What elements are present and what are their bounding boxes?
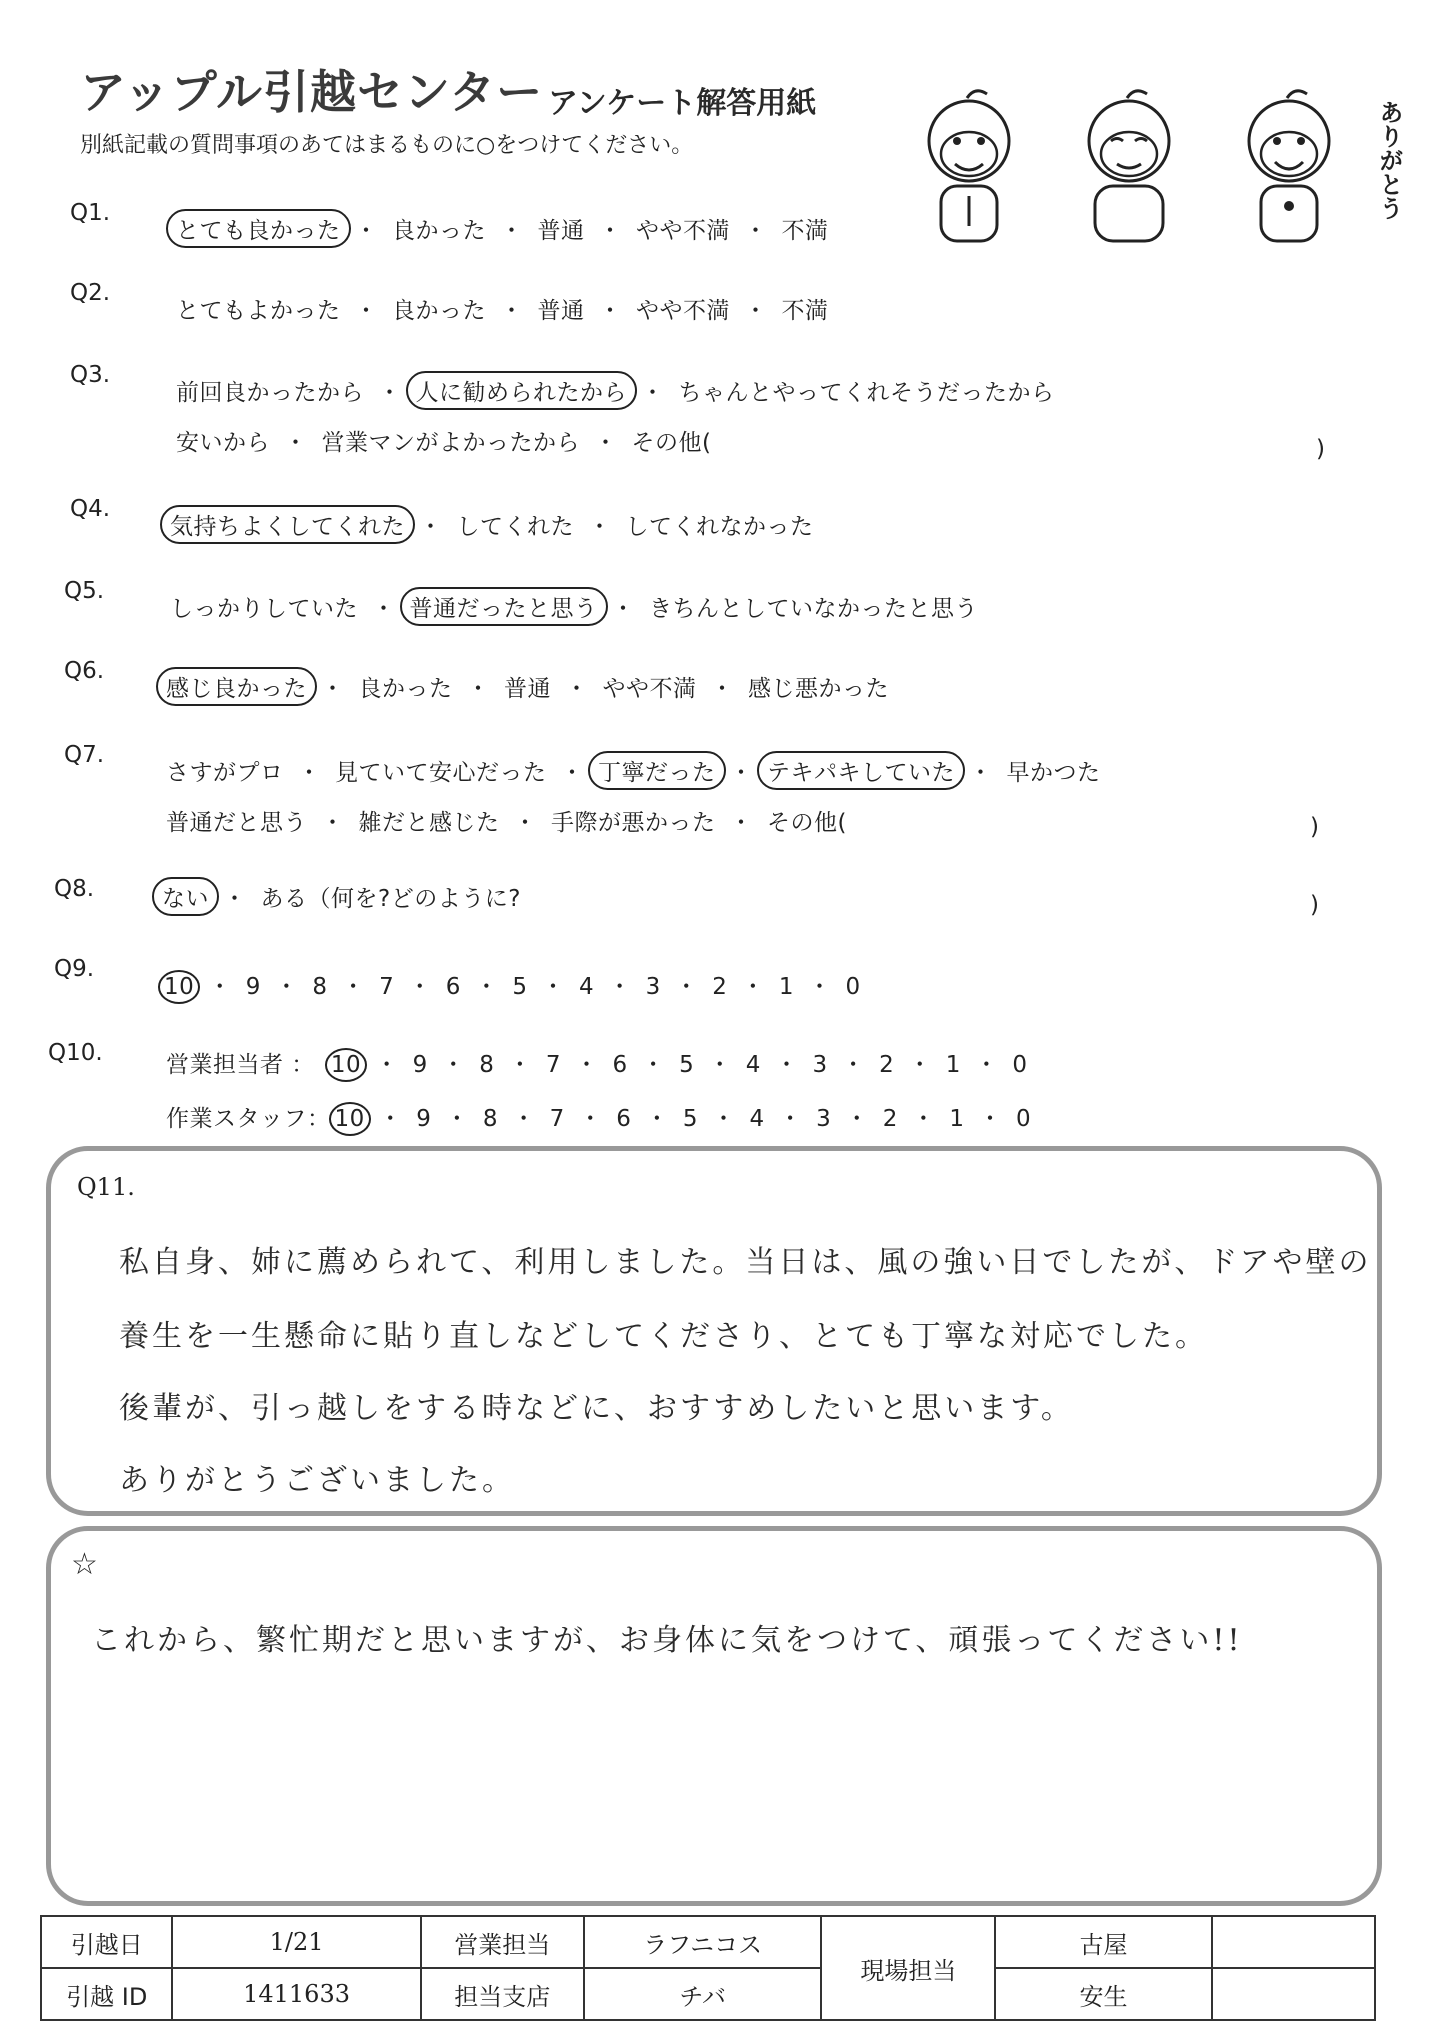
q7-option-selected[interactable]: 丁寧だった: [588, 751, 726, 790]
q1-label: Q1.: [70, 200, 111, 226]
q3-options-line2: 安いから ・ 営業マンがよかったから ・ その他(: [176, 424, 711, 457]
q8-close-paren: ): [1310, 892, 1319, 918]
q5-option[interactable]: しっかりしていた: [170, 596, 358, 622]
q10-staff-score[interactable]: 3: [816, 1106, 832, 1132]
branch-label: 担当支店: [421, 1968, 584, 2020]
q3-label: Q3.: [70, 362, 111, 388]
q9-score[interactable]: 5: [512, 974, 528, 1000]
q9-score[interactable]: 3: [645, 974, 661, 1000]
q6-options: 感じ良かった ・ 良かった ・ 普通 ・ やや不満 ・ 感じ悪かった: [166, 670, 889, 703]
move-date-label: 引越日: [41, 1916, 172, 1968]
q1-option[interactable]: 不満: [781, 218, 829, 244]
monkey-mascot-icon: [1225, 86, 1353, 256]
q10-sales-score[interactable]: 7: [545, 1052, 562, 1078]
q6-option[interactable]: 感じ悪かった: [748, 676, 889, 702]
q3-option[interactable]: 安いから: [176, 430, 270, 456]
q7-option[interactable]: さすがプロ: [166, 760, 284, 786]
q7-options-line2: 普通だと思う ・ 雑だと感じた ・ 手際が悪かった ・ その他(: [166, 804, 847, 837]
q10-sales-score[interactable]: 6: [612, 1052, 628, 1078]
q10-staff-score[interactable]: 7: [549, 1106, 565, 1132]
q8-option-selected[interactable]: ない: [152, 877, 219, 916]
message-box[interactable]: [46, 1526, 1382, 1906]
monkey-mascot-icon: [905, 86, 1033, 256]
q2-option[interactable]: 良かった: [392, 298, 486, 324]
q3-option-other[interactable]: その他(: [631, 430, 712, 456]
q2-option[interactable]: やや不満: [636, 298, 730, 324]
q6-option-selected[interactable]: 感じ良かった: [156, 667, 317, 706]
q9-score[interactable]: 0: [845, 974, 861, 1000]
branch-value: チバ: [584, 1968, 822, 2020]
company-name: アップル引越センター: [80, 65, 544, 119]
q10-staff-row: 作業スタッフ： 10 ・ 9 ・ 8 ・ 7 ・ 6 ・ 5 ・ 4 ・ 3 ・ 2 ・ 1 ・ 0: [166, 1100, 1031, 1133]
q10-staff-score[interactable]: 9: [416, 1106, 432, 1132]
site-value-2: 安生: [995, 1968, 1211, 2020]
q4-label: Q4.: [70, 496, 111, 522]
q10-staff-score[interactable]: 0: [1016, 1106, 1032, 1132]
q9-score[interactable]: 6: [445, 974, 461, 1000]
q10-sales-score[interactable]: 4: [745, 1052, 761, 1078]
q7-option[interactable]: 普通だと思う: [166, 810, 307, 836]
move-id-label: 引越 ID: [41, 1968, 172, 2020]
footer-table: [40, 1915, 1376, 2021]
q3-option[interactable]: 前回良かったから: [176, 380, 364, 406]
q5-label: Q5.: [64, 578, 105, 604]
q10-staff-score[interactable]: 2: [882, 1106, 898, 1132]
message-line: これから、繁忙期だと思いますが、お身体に気をつけて、頑張ってください!!: [91, 1623, 1243, 1658]
q10-sales-row: 営業担当者 ： 10 ・ 9 ・ 8 ・ 7 ・ 6 ・ 5 ・ 4 ・ 3 ・ 2 ・ 1 ・ 0: [166, 1046, 1028, 1079]
q11-line: 後輩が、引っ越しをする時などに、おすすめしたいと思います。: [119, 1391, 1074, 1426]
site-label: 現場担当: [821, 1916, 995, 2020]
q10-label: Q10.: [48, 1040, 103, 1066]
move-date-value: 1/21: [172, 1916, 420, 1968]
q8-option[interactable]: ある（何を?どのように?: [260, 886, 521, 912]
q10-sales-score[interactable]: 0: [1012, 1052, 1028, 1078]
q4-option[interactable]: してくれなかった: [625, 514, 814, 540]
q1-option[interactable]: 良かった: [392, 218, 486, 244]
q3-options-line1: 前回良かったから ・ 人に勧められたから ・ ちゃんとやってくれそうだったから: [176, 374, 1055, 407]
site-value-1: 古屋: [995, 1916, 1211, 1968]
q9-score[interactable]: 7: [379, 974, 395, 1000]
site-extra-cell: [1212, 1916, 1375, 1968]
q10-staff-score[interactable]: 1: [949, 1106, 965, 1132]
q1-option[interactable]: やや不満: [636, 218, 730, 244]
q8-options: ない ・ ある（何を?どのように?: [162, 880, 521, 913]
form-title: アンケート解答用紙: [548, 86, 817, 121]
q3-option-selected[interactable]: 人に勧められたから: [406, 371, 638, 410]
q10-sales-score[interactable]: 1: [945, 1052, 961, 1078]
star-icon: ☆: [71, 1547, 98, 1582]
q10-staff-score[interactable]: 8: [482, 1106, 499, 1132]
q9-score-selected[interactable]: 10: [158, 970, 200, 1004]
q5-option[interactable]: きちんとしていなかったと思う: [649, 596, 978, 622]
q10-sales-score[interactable]: 5: [679, 1052, 695, 1078]
q7-option[interactable]: 早かつた: [1006, 760, 1101, 786]
q6-option[interactable]: やや不満: [602, 676, 697, 702]
q7-option[interactable]: 見ていて安心だった: [335, 760, 547, 786]
q9-score[interactable]: 1: [778, 974, 795, 1000]
q7-option[interactable]: 手際が悪かった: [551, 810, 716, 836]
q7-options-line1: さすがプロ ・ 見ていて安心だった ・ 丁寧だった ・ テキパキしていた ・ 早かつた: [166, 754, 1101, 787]
q9-score[interactable]: 4: [578, 974, 595, 1000]
q7-option[interactable]: 雑だと感じた: [358, 810, 500, 836]
q11-label: Q11.: [77, 1173, 135, 1201]
q5-option-selected[interactable]: 普通だったと思う: [400, 587, 608, 626]
instruction-text: 別紙記載の質問事項のあてはまるものに○をつけてください。: [80, 133, 694, 158]
q9-score[interactable]: 2: [712, 974, 728, 1000]
q6-option[interactable]: 普通: [504, 676, 551, 702]
q1-option-selected[interactable]: とても良かった: [166, 209, 351, 248]
q8-label: Q8.: [54, 876, 95, 902]
q10-sales-score[interactable]: 2: [879, 1052, 895, 1078]
q11-comment-box[interactable]: [46, 1146, 1382, 1516]
q3-close-paren: ): [1316, 436, 1325, 462]
thanks-text: ありがとう: [1375, 100, 1403, 220]
q2-options: とてもよかった ・ 良かった ・ 普通 ・ やや不満 ・ 不満: [176, 292, 829, 325]
q9-label: Q9.: [54, 956, 95, 982]
q5-options: しっかりしていた ・ 普通だったと思う ・ きちんとしていなかったと思う: [170, 590, 978, 623]
q9-score[interactable]: 9: [245, 974, 261, 1000]
q1-options: とても良かった ・ 良かった ・ 普通 ・ やや不満 ・ 不満: [176, 212, 829, 245]
q7-option-selected[interactable]: テキパキしていた: [757, 751, 965, 790]
q10-staff-score[interactable]: 5: [682, 1106, 698, 1132]
q2-label: Q2.: [70, 280, 111, 306]
q10-sales-score[interactable]: 9: [412, 1052, 428, 1078]
q2-option[interactable]: 普通: [537, 298, 585, 324]
q7-label: Q7.: [64, 742, 105, 768]
q10-staff-label: 作業スタッフ：: [166, 1106, 331, 1132]
q3-option[interactable]: ちゃんとやってくれそうだったから: [678, 380, 1055, 406]
q7-close-paren: ): [1310, 814, 1319, 840]
q11-line: ありがとうございました。: [119, 1463, 515, 1498]
q6-option[interactable]: 良かった: [358, 676, 453, 702]
q2-option[interactable]: とてもよかった: [176, 298, 341, 324]
q9-score[interactable]: 8: [312, 974, 328, 1000]
q10-staff-score[interactable]: 4: [749, 1106, 765, 1132]
q10-sales-score-selected[interactable]: 10: [325, 1048, 367, 1082]
q4-options: 気持ちよくしてくれた ・ してくれた ・ してくれなかった: [170, 508, 814, 541]
q11-line: 養生を一生懸命に貼り直しなどしてくださり、とても丁寧な対応でした。: [119, 1319, 1208, 1354]
q4-option-selected[interactable]: 気持ちよくしてくれた: [160, 505, 415, 544]
move-id-value: 1411633: [172, 1968, 420, 2020]
q9-scale: 10 ・ 9 ・ 8 ・ 7 ・ 6 ・ 5 ・ 4 ・ 3 ・ 2 ・ 1 ・ 0: [164, 968, 861, 1001]
monkey-mascot-icon: [1065, 86, 1193, 256]
sales-value: ラフニコス: [584, 1916, 822, 1968]
q10-staff-score[interactable]: 6: [616, 1106, 632, 1132]
q7-option-other[interactable]: その他(: [767, 810, 847, 836]
q10-staff-score-selected[interactable]: 10: [329, 1102, 371, 1136]
q11-line: 私自身、姉に薦められて、利用しました。当日は、風の強い日でしたが、ドアや壁の: [119, 1245, 1372, 1280]
site-extra-cell: [1212, 1968, 1375, 2020]
q6-label: Q6.: [64, 658, 105, 684]
sales-label: 営業担当: [421, 1916, 584, 1968]
q4-option[interactable]: してくれた: [456, 514, 574, 540]
q2-option[interactable]: 不満: [781, 298, 829, 324]
q10-sales-label: 営業担当者 ：: [166, 1052, 315, 1078]
q10-sales-score[interactable]: 3: [812, 1052, 828, 1078]
q3-option[interactable]: 営業マンがよかったから: [321, 430, 580, 456]
q1-option[interactable]: 普通: [537, 218, 585, 244]
q10-sales-score[interactable]: 8: [479, 1052, 495, 1078]
